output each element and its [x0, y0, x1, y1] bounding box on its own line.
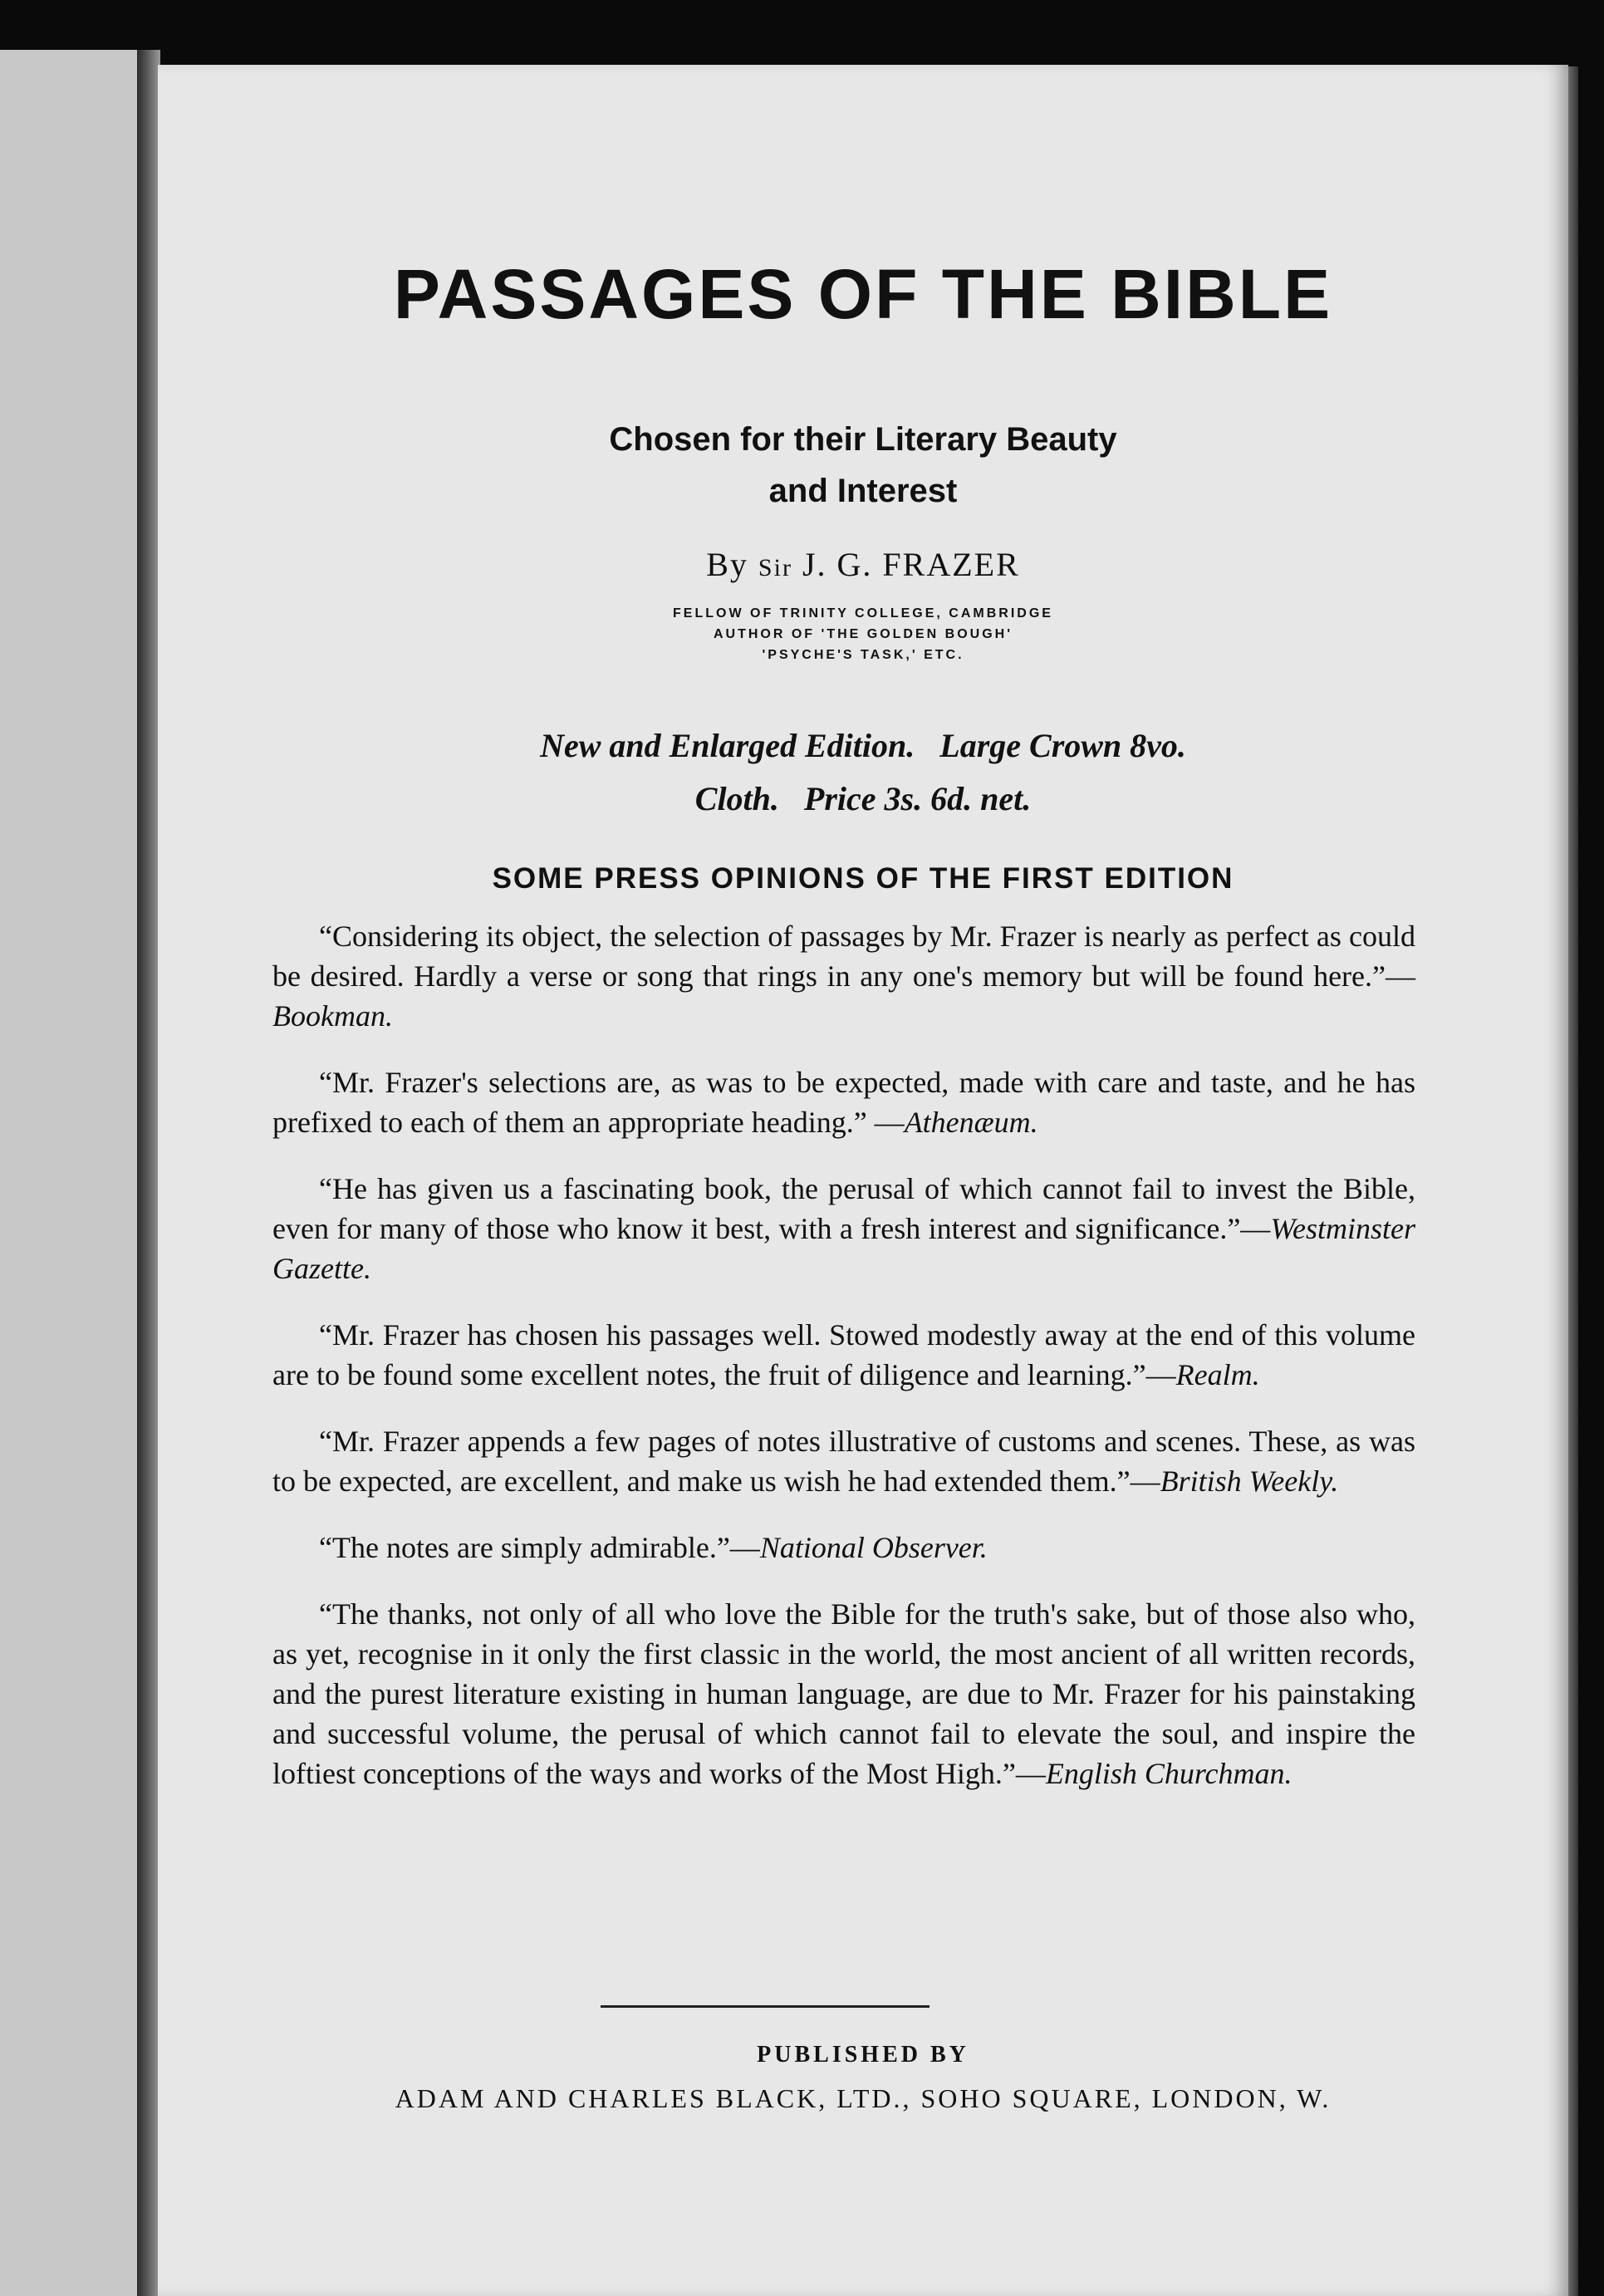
left-page-edge	[0, 50, 150, 2296]
quote-text: “Mr. Frazer's selections are, as was to be expected, made with care and taste, and he has prefixed to each of them an appropriate heading.” —	[272, 1066, 1415, 1139]
author-credentials	[158, 603, 1568, 665]
press-quote	[272, 916, 1415, 1036]
credential-line: FELLOW OF TRINITY COLLEGE, CAMBRIDGE	[673, 606, 1053, 621]
author-by: By	[706, 546, 748, 583]
author-line	[158, 545, 1568, 584]
published-by-label: PUBLISHED BY	[757, 2042, 969, 2068]
credential-line: AUTHOR OF 'THE GOLDEN BOUGH'	[713, 627, 1013, 641]
press-quote	[272, 1315, 1415, 1395]
press-quote	[272, 1528, 1415, 1567]
author-name: J. G. FRAZER	[802, 546, 1020, 583]
press-quote	[272, 1421, 1415, 1501]
publisher-address: ADAM AND CHARLES BLACK, LTD., SOHO SQUARE, LONDON, W.	[395, 2083, 1332, 2113]
subtitle-line-2: and Interest	[768, 473, 958, 509]
subtitle-line-1: Chosen for their Literary Beauty	[609, 421, 1117, 458]
author-title: Sir	[758, 554, 792, 581]
quote-source: National Observer.	[759, 1531, 988, 1564]
quote-text: “The notes are simply admirable.”—	[319, 1531, 760, 1564]
advertisement-page	[158, 65, 1568, 2296]
book-gutter	[137, 50, 160, 2296]
quote-text: “The thanks, not only of all who love the Bible for the truth's sake, but of those also who, as yet, recognise in it only the first classic in the world, the most ancient of all written records, and the purest literature existing in human language, are due to Mr. Frazer for his painstaking and successful volume, the perusal of which cannot fail to elevate the soul, and inspire the loftiest conceptions of the ways and works of the Most High.”—	[272, 1597, 1415, 1790]
quote-source: English Churchman.	[1045, 1757, 1293, 1790]
edition-line-2: Cloth. Price 3s. 6d. net.	[694, 780, 1032, 817]
edition-line-1: New and Enlarged Edition. Large Crown 8vo.	[540, 727, 1186, 764]
book-title: PASSAGES OF THE BIBLE	[393, 255, 1333, 333]
quote-source: British Weekly.	[1160, 1464, 1339, 1498]
press-quotes	[272, 916, 1415, 1820]
quote-text: “He has given us a fascinating book, the perusal of which cannot fail to invest the Bible, even for many of those who know it best, with a fresh interest and significance.”—	[272, 1172, 1415, 1245]
quote-source: Westminster Gazette.	[272, 1212, 1415, 1285]
press-quote	[272, 1169, 1415, 1288]
quote-source: Bookman.	[272, 999, 393, 1033]
quote-source: Realm.	[1175, 1358, 1260, 1391]
quote-text: “Considering its object, the selection of passages by Mr. Frazer is nearly as perfect as could be desired. Hardly a verse or song that rings in any one's memory but will be found here.”—	[272, 920, 1415, 993]
edition-details	[158, 719, 1568, 826]
quote-text: “Mr. Frazer has chosen his passages well. Stowed modestly away at the end of this volume are to be found some excellent notes, the fruit of diligence and learning.”—	[272, 1318, 1415, 1391]
press-quote	[272, 1594, 1415, 1793]
press-opinions-heading: SOME PRESS OPINIONS OF THE FIRST EDITION	[492, 862, 1234, 895]
credential-line: 'PSYCHE'S TASK,' ETC.	[762, 648, 964, 662]
quote-text: “Mr. Frazer appends a few pages of notes illustrative of customs and scenes. These, as was to be expected, are excellent, and make us wish he had extended them.”—	[272, 1425, 1415, 1498]
press-quote	[272, 1062, 1415, 1142]
book-subtitle	[158, 414, 1568, 517]
divider-rule	[601, 2005, 930, 2008]
quote-source: Athenæum.	[904, 1106, 1038, 1139]
